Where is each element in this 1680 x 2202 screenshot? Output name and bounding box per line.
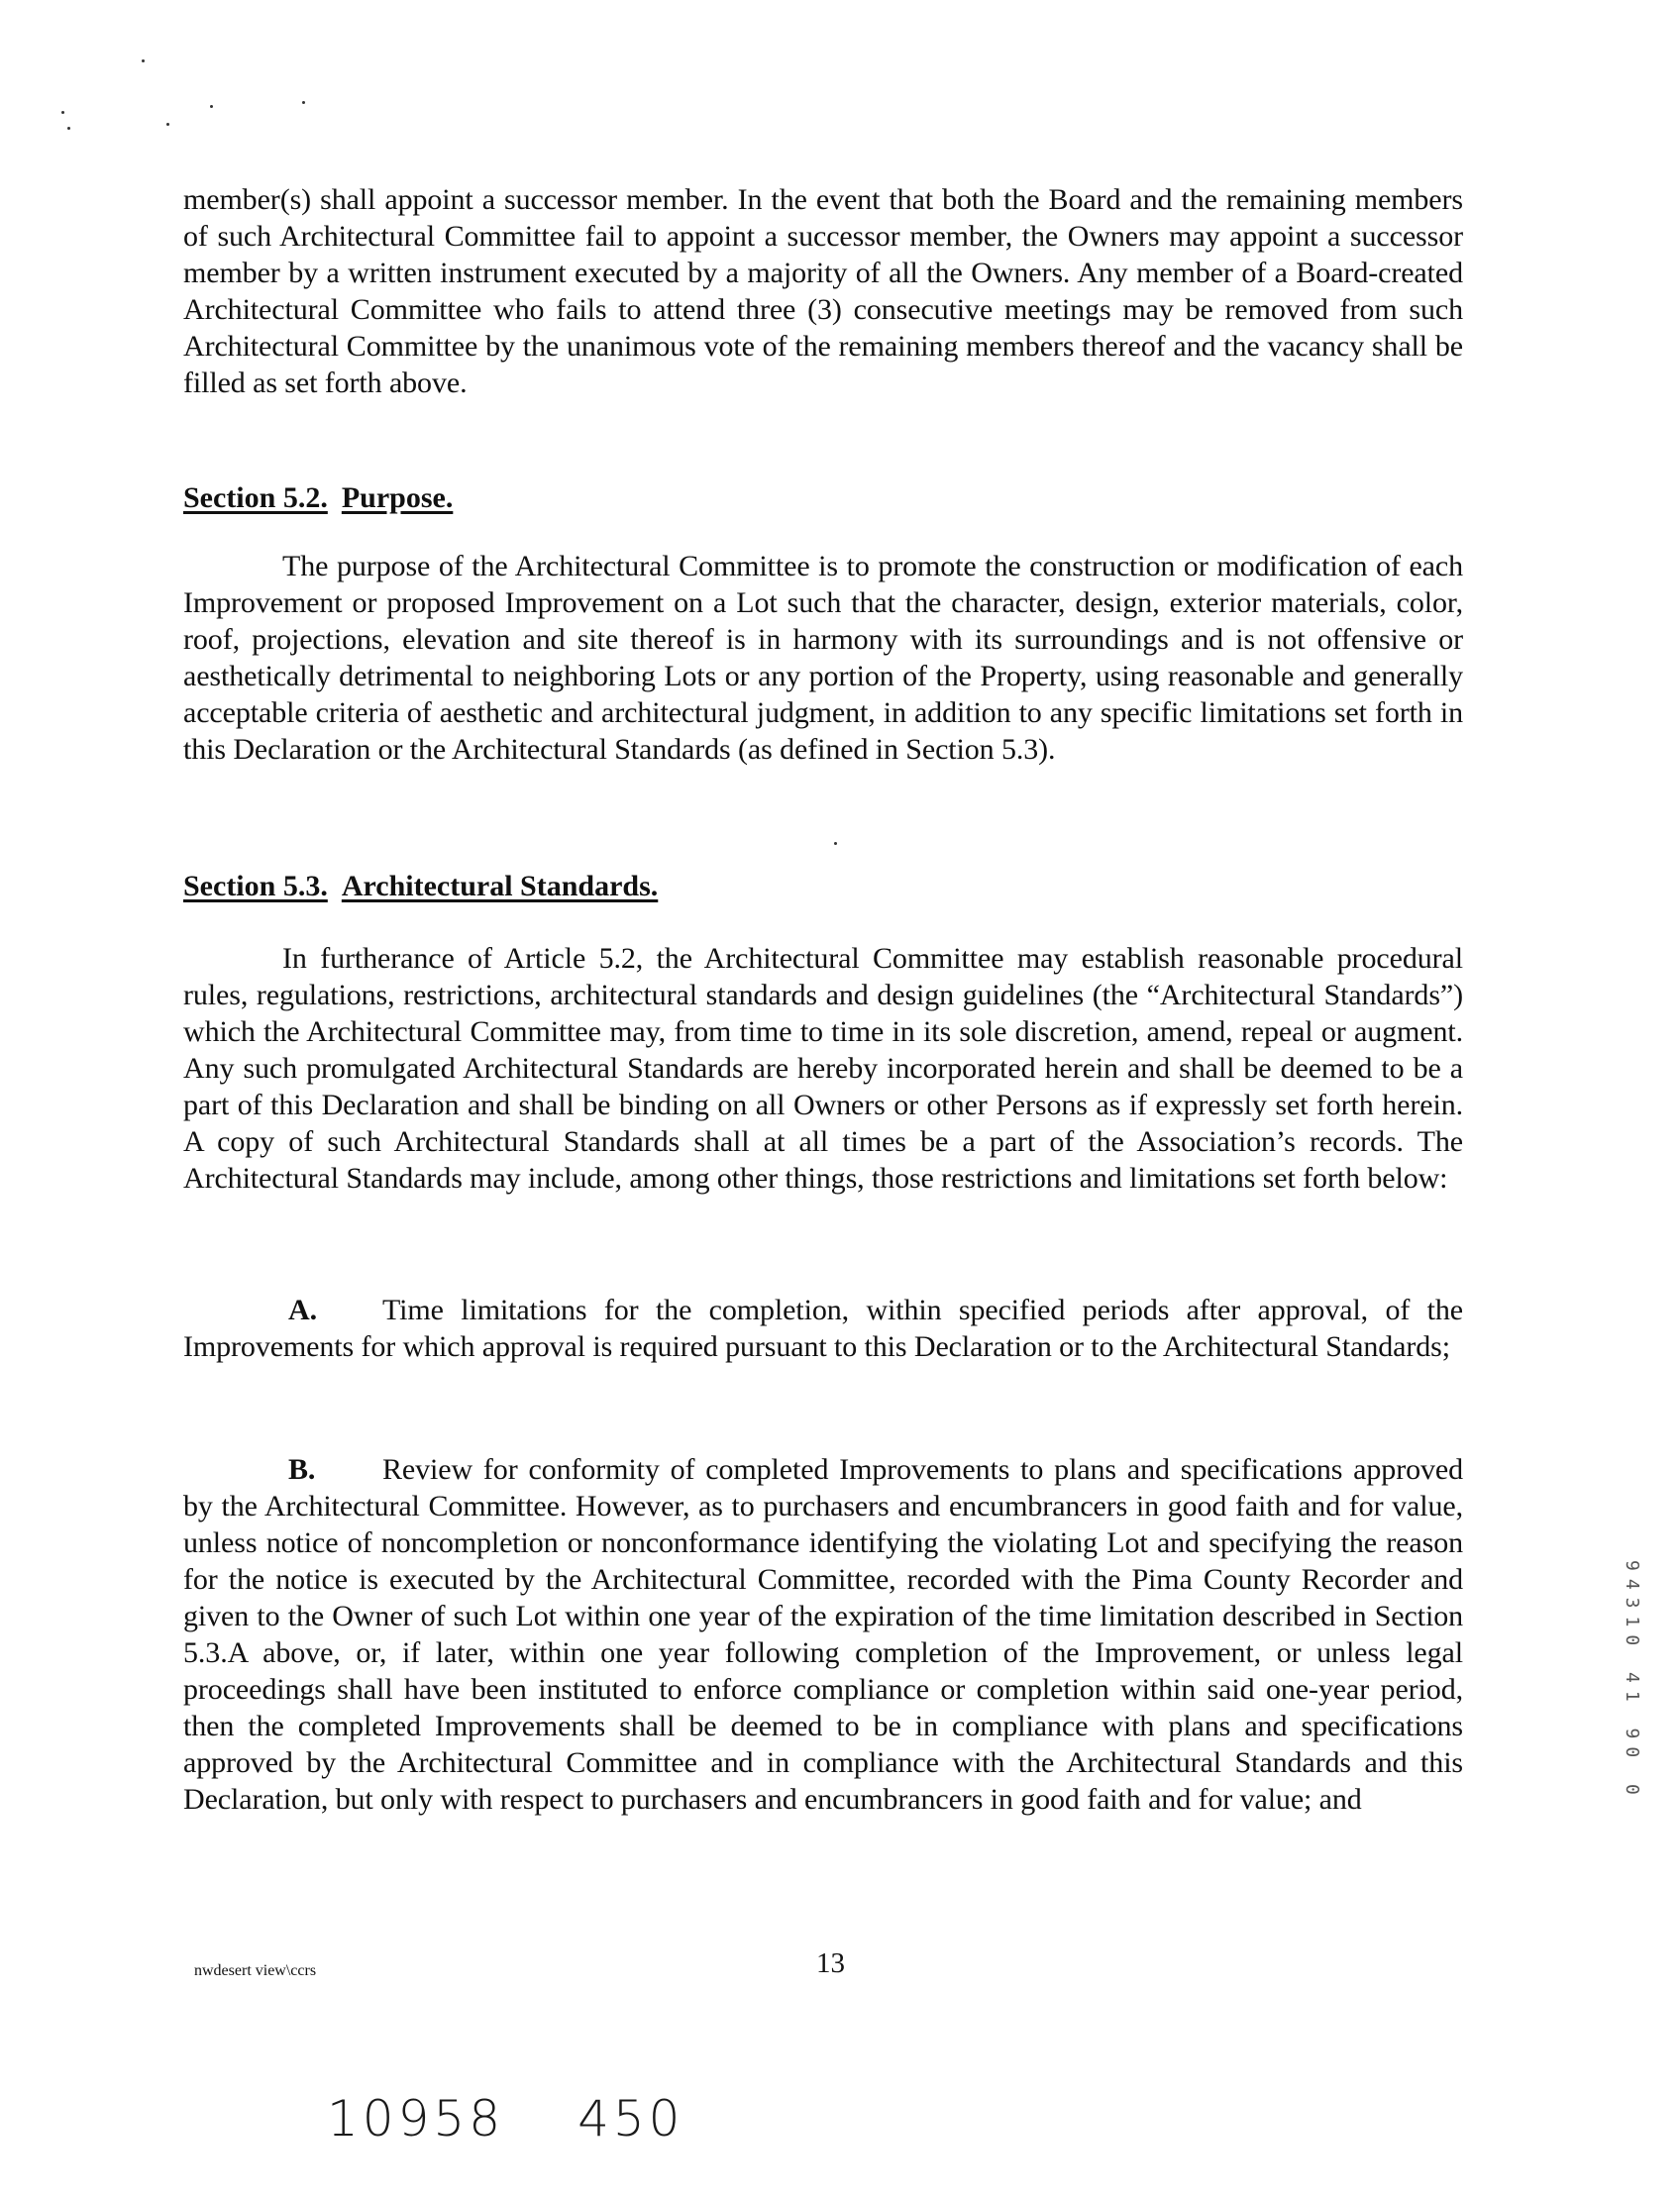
- page-number: 13: [816, 1947, 845, 1979]
- section-5-3-paragraph: In furtherance of Article 5.2, the Architectural Committee may establish reasonable procedural rules, regulations, restrictions, architectural standards and design guidelines (the “Architectural Standards”) which the Architectural Committee may, from time to time in its sole discretion, amend, repeal or augment. Any such promulgated Architectural Standards are hereby incorporated herein and shall be deemed to be a part of this Declaration and shall be binding on all Owners or other Persons as if expressly set forth herein. A copy of such Architectural Standards shall at all times be a part of the Association’s records. The Architectural Standards may include, among other things, those restrictions and limitations set forth below:: [183, 942, 1463, 1195]
- recording-number: [327, 2090, 684, 2148]
- side-recording-stamp: [1619, 1560, 1648, 1937]
- list-item-b: [183, 1451, 1463, 1818]
- section-5-3-number: Section 5.3.: [183, 870, 328, 902]
- docket-number: 10958: [327, 2090, 505, 2148]
- list-item-b-text: Review for conformity of completed Improvements to plans and specifications approved by the Architectural Committee. However, as to purchasers and encumbrancers in good faith and for value, unless notice of noncompletion or nonconformance identifying the violating Lot and specifying the reason for the notice is executed by the Architectural Committee, recorded with the Pima County Recorder and given to the Owner of such Lot within one year of the expiration of the time limitation described in Section 5.3.A above, or, if later, within one year following completion of the Improvement, or unless legal proceedings shall have been instituted to enforce compliance or completion within said one-year period, then the completed Improvements shall be deemed to be in compliance with plans and specifications approved by the Architectural Committee and in compliance with the Architectural Standards and this Declaration, but only with respect to purchasers and encumbrancers in good faith and for value; and: [183, 1453, 1463, 1816]
- list-item-a: [183, 1292, 1463, 1365]
- footer-file-path: nwdesert view\ccrs: [194, 1962, 317, 1979]
- list-item-a-letter: A.: [288, 1294, 317, 1326]
- section-5-3-heading: [183, 869, 658, 904]
- section-5-3-title: Architectural Standards.: [341, 870, 659, 902]
- continuation-paragraph: member(s) shall appoint a successor member. In the event that both the Board and the remaining members of such Architectural Committee fail to appoint a successor member, the Owners may appoint a successor member by a written instrument executed by a majority of all the Owners. Any member of a Board-created Architectural Committee who fails to attend three (3) consecutive meetings may be removed from such Architectural Committee by the unanimous vote of the remaining members thereof and the vacancy shall be filled as set forth above.: [183, 183, 1463, 399]
- docket-page: 450: [578, 2090, 684, 2148]
- side-stamp-text: 94310 41 90 0: [1622, 1560, 1642, 1803]
- list-item-a-text: Time limitations for the completion, within specified periods after approval, of the Improvements for which approval is required pursuant to this Declaration or to the Architectural Standards;: [183, 1294, 1463, 1363]
- section-5-2-number: Section 5.2.: [183, 481, 328, 514]
- list-item-b-letter: B.: [288, 1453, 316, 1486]
- section-5-2-title: Purpose.: [341, 481, 454, 514]
- section-5-2-paragraph: The purpose of the Architectural Committee is to promote the construction or modification of each Improvement or proposed Improvement on a Lot such that the character, design, exterior materials, color, roof, projections, elevation and site thereof is in harmony with its surroundings and is not offensive or aesthetically detrimental to neighboring Lots or any portion of the Property, using reasonable and generally acceptable criteria of aesthetic and architectural judgment, in addition to any specific limitations set forth in this Declaration or the Architectural Standards (as defined in Section 5.3).: [183, 550, 1463, 766]
- section-5-2-heading: [183, 480, 453, 516]
